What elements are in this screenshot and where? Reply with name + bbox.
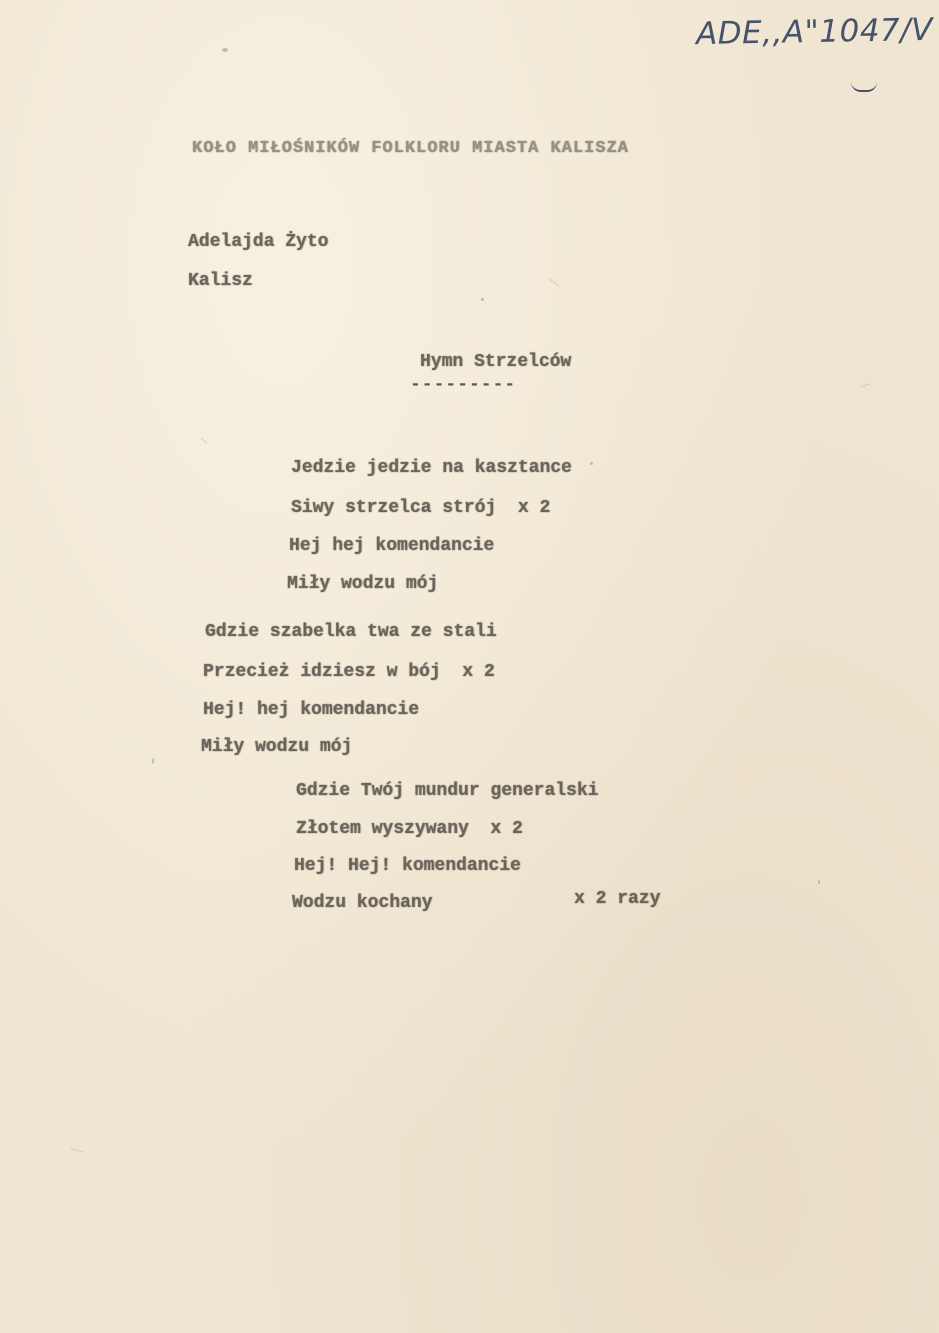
stanza-1-line-4: Miły wodzu mój bbox=[287, 574, 439, 594]
stanza-3-line-2: Złotem wyszywany x 2 bbox=[296, 819, 523, 839]
stanza-2-line-4: Miły wodzu mój bbox=[201, 737, 353, 757]
stanza-2-line-2: Przecież idziesz w bój x 2 bbox=[203, 662, 495, 682]
song-title-underline: --------- bbox=[410, 375, 517, 395]
informant-name: Adelajda Żyto bbox=[188, 232, 329, 252]
paper-fibre bbox=[70, 1148, 84, 1153]
stanza-3-repeat-note: x 2 razy bbox=[574, 889, 661, 909]
stanza-1-line-2: Siwy strzelca strój x 2 bbox=[291, 498, 551, 518]
paper-speck bbox=[818, 880, 820, 884]
paper-fibre bbox=[860, 383, 870, 387]
paper-speck bbox=[152, 758, 154, 764]
paper-fibre bbox=[549, 279, 559, 287]
stanza-3-line-4: Wodzu kochany bbox=[292, 893, 433, 913]
informant-place: Kalisz bbox=[188, 271, 253, 291]
stanza-1-line-1: Jedzie jedzie na kasztance bbox=[291, 458, 572, 478]
stanza-2-line-1: Gdzie szabelka twa ze stali bbox=[205, 622, 497, 642]
archive-signature: ADE,,A"1047/V bbox=[695, 11, 934, 53]
stanza-3-line-3: Hej! Hej! komendancie bbox=[294, 856, 521, 876]
paper-speck bbox=[481, 298, 484, 301]
paper-speck bbox=[590, 462, 593, 465]
stanza-3-line-1: Gdzie Twój mundur generalski bbox=[296, 781, 599, 801]
archive-signature-underline bbox=[851, 82, 877, 92]
stanza-2-line-3: Hej! hej komendancie bbox=[203, 700, 420, 720]
paper-speck bbox=[222, 48, 228, 52]
stanza-1-line-3: Hej hej komendancie bbox=[289, 536, 495, 556]
paper-fibre bbox=[201, 438, 208, 444]
organization-header: KOŁO MIŁOŚNIKÓW FOLKLORU MIASTA KALISZA bbox=[192, 139, 629, 158]
song-title: Hymn Strzelców bbox=[420, 352, 572, 372]
